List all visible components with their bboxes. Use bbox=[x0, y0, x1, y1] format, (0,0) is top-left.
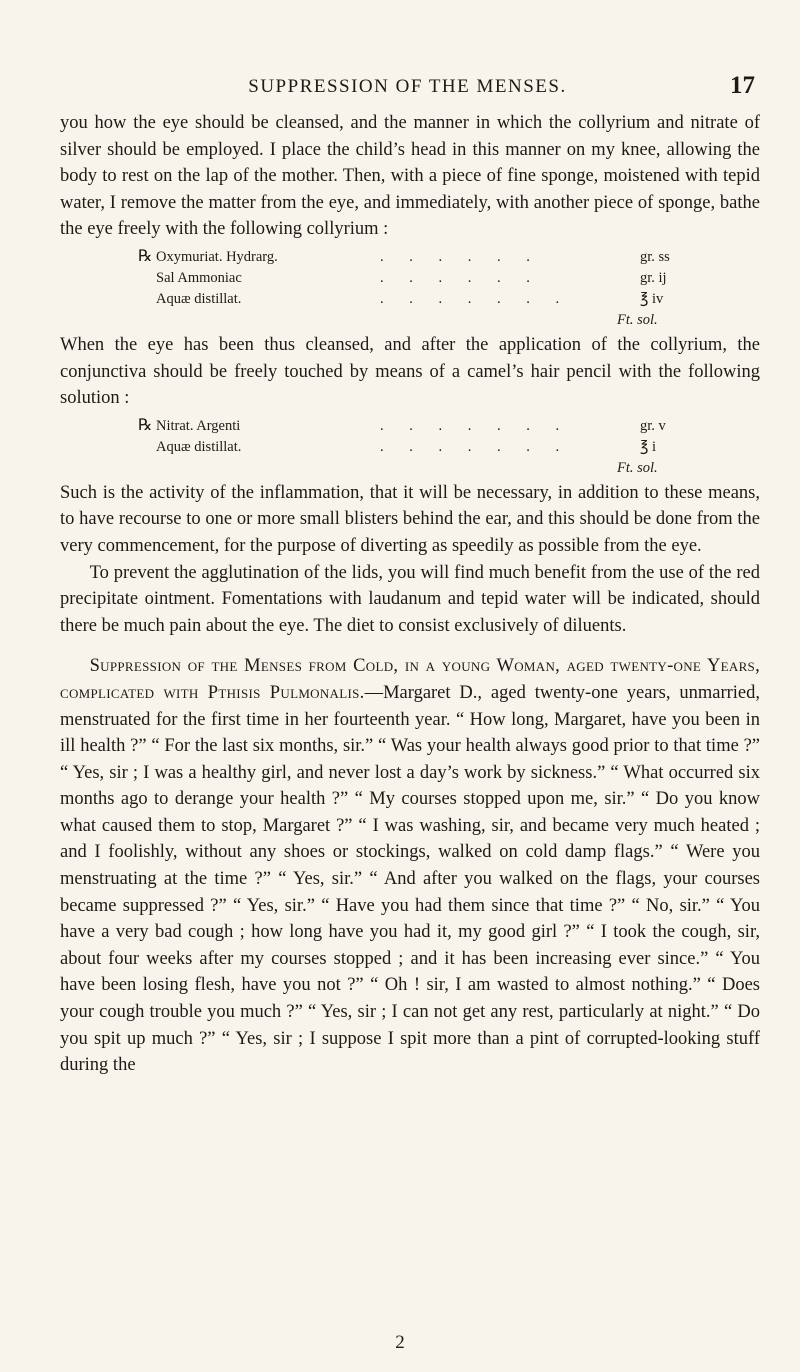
ingredient-quantity: ℥ iv bbox=[640, 290, 664, 307]
running-title: SUPPRESSION OF THE MENSES. bbox=[248, 76, 567, 97]
ingredient-name: Nitrat. Argenti bbox=[156, 417, 241, 434]
rx-line bbox=[60, 437, 760, 458]
recipe-symbol: ℞ bbox=[138, 247, 153, 265]
leader-dots: . . . . . . . bbox=[380, 290, 571, 307]
ingredient-name: Sal Ammoniac bbox=[156, 269, 242, 286]
leader-dots: . . . . . . bbox=[380, 248, 541, 265]
fiat-solutio: Ft. sol. bbox=[617, 459, 658, 476]
prescription-silver-nitrate bbox=[60, 416, 760, 480]
rx-line bbox=[60, 268, 760, 289]
leader-dots: . . . . . . bbox=[380, 269, 541, 286]
leader-dots: . . . . . . . bbox=[380, 438, 571, 455]
rx-line bbox=[60, 289, 760, 310]
case-text: —Margaret D., aged twenty-one years, unmarried, menstruated for the first time in her fourteenth year. “ How long, Margaret, have you been in ill health ?” “ For the last six months, sir.” “ Was your health always good prior to that time ?” “ Yes, sir ; I was a healthy girl, and never lost a day’s work by sickness.” “ What occurred six months ago to derange your health ?” “ My courses stopped upon me, sir.” “ Do you know what caused them to stop, Margaret ?” “ I was washing, sir, and became very much heated ; and I foolishly, without any shoes or stockings, walked on cold damp flags.” “ Were you menstruating at the time ?” “ Yes, sir.” “ And after you walked on the flags, your courses became suppressed ?” “ Yes, sir.” “ Have you had them since that time ?” “ No, sir.” “ You have a very bad cough ; how long have you had it, my good girl ?” “ I took the cough, sir, about four weeks after my courses stopped ; and it has been increasing ever since.” “ You have been losing flesh, have you not ?” “ Oh ! sir, I am wasted to almost nothing.” “ Does your cough trouble you much ?” “ Yes, sir ; I can not get any rest, particularly at night.” “ Do you spit up much ?” “ Yes, sir ; I suppose I spit more than a pint of corrupted-looking stuff during the bbox=[60, 682, 760, 1076]
case-heading: Suppression of the Menses from Cold, in a young Woman, aged twenty-one Years, complicated with Pthisis Pulmonalis. bbox=[60, 656, 760, 703]
paragraph-1: you how the eye should be cleansed, and the manner in which the collyrium and nitrate of silver should be employed. I place the child’s head in this manner on my knee, allowing the body to rest on the lap of the mother. Then, with a piece of fine sponge, moistened with tepid water, I remove the matter from the eye, and immediately, with another piece of sponge, bathe the eye freely with the following collyrium : bbox=[60, 113, 760, 240]
ingredient-quantity: gr. v bbox=[640, 417, 666, 434]
page-number: 17 bbox=[730, 72, 755, 99]
case-paragraph bbox=[60, 653, 760, 1079]
running-head bbox=[60, 72, 755, 102]
body-text bbox=[60, 110, 760, 1079]
recipe-symbol: ℞ bbox=[138, 416, 153, 434]
ingredient-name: Aquæ distillat. bbox=[156, 290, 242, 307]
signature-mark: 2 bbox=[395, 1332, 405, 1353]
paragraph-4: To prevent the agglutination of the lids, you will find much benefit from the use of the red precipitate ointment. Fomentations with laudanum and tepid water will be indicated, should there be much pain about the eye. The diet to consist exclusively of diluents. bbox=[60, 562, 760, 636]
fiat-solutio: Ft. sol. bbox=[617, 311, 658, 328]
rx-line bbox=[60, 247, 760, 268]
ingredient-name: Oxymuriat. Hydrarg. bbox=[156, 248, 278, 265]
ingredient-quantity: ℥ i bbox=[640, 438, 657, 455]
paragraph-2: When the eye has been thus cleansed, and after the application of the collyrium, the conjunctiva should be freely touched by means of a camel’s hair pencil with the following solution : bbox=[60, 334, 760, 409]
rx-line bbox=[60, 416, 760, 437]
paragraph-3: Such is the activity of the inflammation, that it will be necessary, in addition to these means, to have recourse to one or more small blisters behind the ear, and this should be done from the very commencement, for the purpose of diverting as speedily as possible from the eye. bbox=[60, 482, 760, 556]
prescription-collyrium bbox=[60, 247, 760, 332]
ingredient-quantity: gr. ij bbox=[640, 269, 667, 286]
ingredient-quantity: gr. ss bbox=[640, 248, 670, 265]
leader-dots: . . . . . . . bbox=[380, 417, 571, 434]
section-gap bbox=[60, 639, 760, 653]
ingredient-name: Aquæ distillat. bbox=[156, 438, 242, 455]
